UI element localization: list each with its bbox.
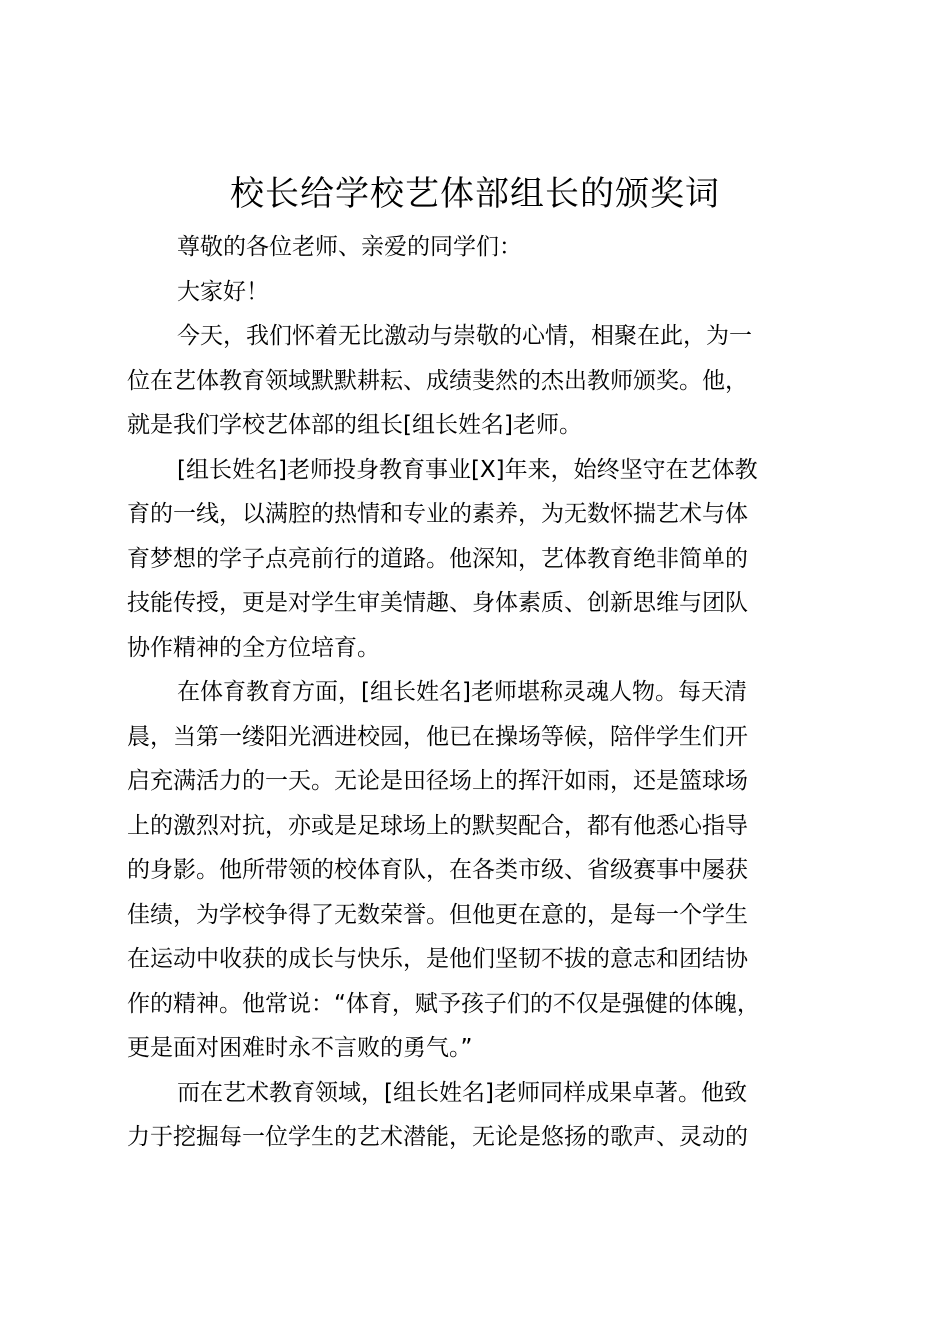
text-line: 作的精神。他常说：“体育，赋予孩子们的不仅是强健的体魄， (127, 990, 760, 1017)
text-line: 更是面对困难时永不言败的勇气。” (127, 1035, 473, 1061)
text-line: 而在艺术教育领域，[组长姓名]老师同样成果卓著。他致 (177, 1079, 747, 1106)
text-line: 就是我们学校艺体部的组长[组长姓名]老师。 (127, 412, 582, 438)
text-line: 育的一线，以满腔的热情和专业的素养，为无数怀揣艺术与体 (127, 501, 748, 527)
document-title: 校长给学校艺体部组长的颁奖词 (230, 174, 720, 214)
text-line: 在体育教育方面，[组长姓名]老师堪称灵魂人物。每天清 (177, 679, 747, 705)
text-line: 力于挖掘每一位学生的艺术潜能，无论是悠扬的歌声、灵动的 (127, 1124, 748, 1150)
text-line: 协作精神的全方位培育。 (127, 634, 380, 661)
text-line: 启充满活力的一天。无论是田径场上的挥汗如雨，还是篮球场 (127, 768, 748, 794)
text-line: 的身影。他所带领的校体育队，在各类市级、省级赛事中屡获 (127, 857, 748, 883)
text-line: 晨，当第一缕阳光洒进校园，他已在操场等候，陪伴学生们开 (127, 723, 748, 750)
text-line: 今天，我们怀着无比激动与崇敬的心情，相聚在此，为一 (177, 323, 752, 349)
text-line: [组长姓名]老师投身教育事业[X]年来，始终坚守在艺体教 (177, 456, 758, 483)
text-line: 尊敬的各位老师、亲爱的同学们： (177, 234, 522, 260)
text-line: 上的激烈对抗，亦或是足球场上的默契配合，都有他悉心指导 (127, 812, 748, 839)
text-line: 佳绩，为学校争得了无数荣誉。但他更在意的，是每一个学生 (127, 901, 748, 928)
text-line: 技能传授，更是对学生审美情趣、身体素质、创新思维与团队 (127, 590, 748, 616)
text-line: 位在艺体教育领域默默耕耘、成绩斐然的杰出教师颁奖。他， (127, 367, 748, 394)
text-line: 育梦想的学子点亮前行的道路。他深知，艺体教育绝非简单的 (127, 545, 748, 572)
text-line: 在运动中收获的成长与快乐，是他们坚韧不拔的意志和团结协 (127, 946, 748, 972)
document-body (127, 225, 837, 1160)
text-line: 大家好！ (177, 278, 269, 305)
